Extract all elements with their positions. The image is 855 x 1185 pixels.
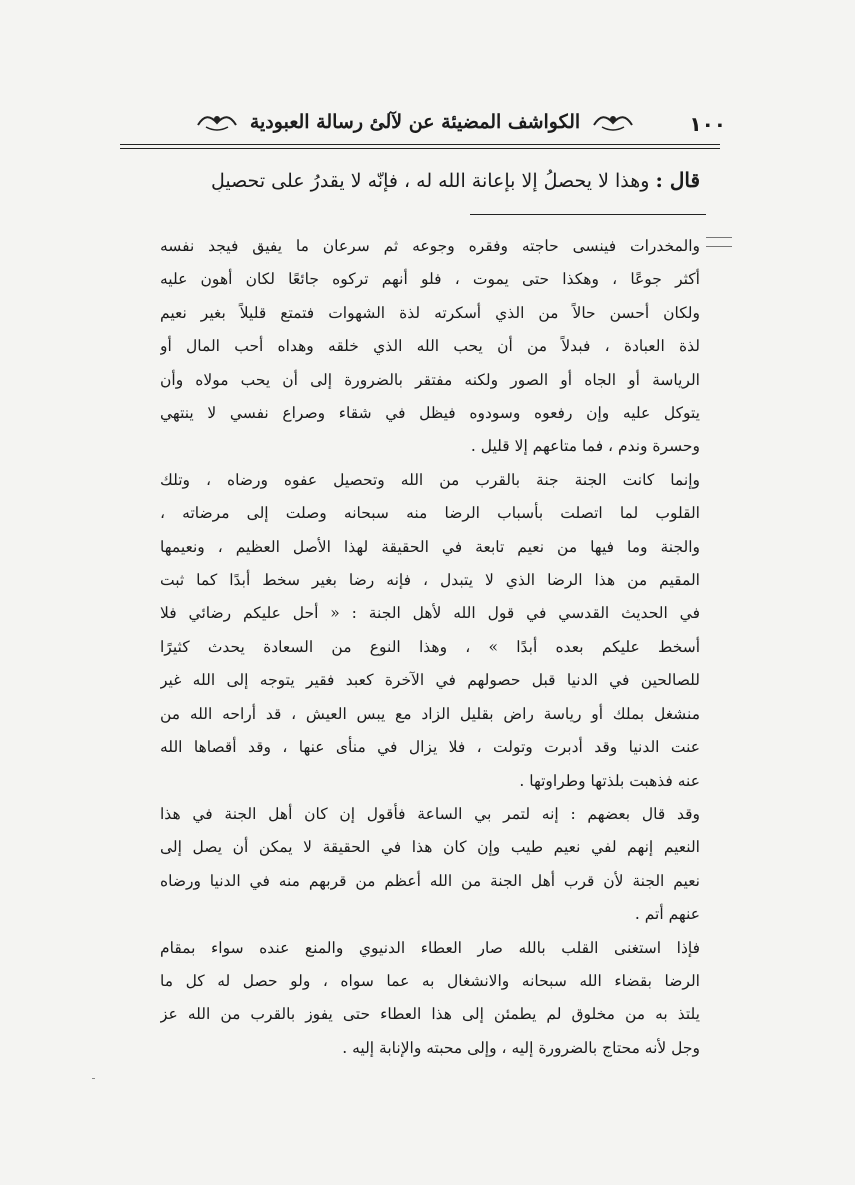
text-line: وحسرة وندم ، فما متاعهم إلا قليل . — [470, 437, 700, 456]
commentary-body — [160, 230, 700, 1065]
text-line: النعيم إنهم لفي نعيم طيب وإن كان هذا في الحقيقة لا يمكن أن يصل إلى — [160, 838, 700, 857]
header-rule — [120, 148, 720, 149]
text-line: فإذا استغنى القلب بالله صار العطاء الدنيوي والمنع عنده سواء بمقام — [160, 938, 700, 957]
text-line: وجل لأنه محتاج بالضرورة إليه ، وإلى محبته والإنابة إليه . — [342, 1038, 700, 1057]
text-line: للصالحين في الدنيا قبل حصولهم في الآخرة كعبد فقير يتوجه إلى الله غير — [160, 671, 700, 690]
running-title: الكواشف المضيئة عن لآلئ رسالة العبودية — [249, 111, 581, 133]
text-line: عنه فذهبت بلذتها وطراوتها . — [519, 771, 700, 790]
text-line: منشغل بملك أو رياسة راض بقليل الزاد مع يبس العيش ، قد أراحه الله من — [160, 704, 700, 723]
quote-text: وهذا لا يحصلُ إلا بإعانة الله له ، فإنّه لا يقدرُ على تحصيلِ — [210, 170, 650, 192]
text-line: الرياسة أو الجاه أو الصور ولكنه مفتقر بالضرورة إلى أن يحب مولاه وأن — [160, 370, 700, 389]
ornament-icon — [196, 111, 238, 133]
text-line: المقيم من هذا الرضا الذي لا يتبدل ، فإنه رضا بغير سخط أبدًا كما ثبت — [160, 571, 700, 590]
ornament-icon — [592, 111, 634, 133]
text-line: عنت الدنيا وقد أدبرت وتولت ، فلا يزال في منأى عنها ، وقد أقصاها الله — [160, 738, 700, 757]
paragraph — [160, 798, 700, 932]
margin-mark — [706, 237, 732, 247]
text-line: وقد قال بعضهم : إنه لتمر بي الساعة فأقول إن كان أهل الجنة في هذا — [160, 804, 700, 823]
paragraph — [160, 932, 700, 1066]
page-number: ١٠٠ — [689, 112, 726, 136]
text-line: عنهم أتم . — [634, 905, 700, 924]
text-line: القلوب لما اتصلت بأسباب الرضا منه سبحانه وصلت إلى مرضاته ، — [160, 504, 700, 523]
text-line: لذة العبادة ، فبدلاً من أن يحب الله الذي خلقه وهداه أحب المال أو — [160, 337, 700, 356]
scan-speck — [92, 1078, 95, 1079]
text-line: الرضا بقضاء الله سبحانه والانشغال به عما سواه ، ولو حصل له كل ما — [160, 971, 700, 990]
header-rule — [120, 144, 720, 145]
quote-label: قال : — [655, 168, 700, 192]
text-line: أسخط عليكم بعده أبدًا » ، وهذا النوع من السعادة يحدث كثيرًا — [160, 637, 700, 656]
text-line: ولكان أحسن حالاً من الذي أسكرته لذة الشهوات فتمتع قليلاً بغير نعيم — [160, 303, 700, 322]
text-line: أكثر جوعًا ، وهكذا حتى يموت ، فلو أنهم تركوه جائعًا لكان أهون عليه — [160, 270, 700, 289]
text-line: والجنة وما فيها من نعيم تابعة في الحقيقة لهذا الأصل العظيم ، ونعيمها — [160, 537, 700, 556]
separator-rule — [470, 214, 706, 215]
running-title-box — [180, 104, 650, 140]
quoted-text-line — [120, 168, 700, 192]
text-line: يلتذ به من مخلوق لم يطمئن إلى هذا العطاء حتى يفوز بالقرب من الله عز — [160, 1005, 700, 1024]
paragraph — [160, 464, 700, 798]
paragraph — [160, 230, 700, 464]
text-line: نعيم الجنة لأن قرب أهل الجنة من الله أعظم من قربهم منه في الدنيا ورضاه — [160, 871, 700, 890]
text-line: في الحديث القدسي في قول الله لأهل الجنة : « أحل عليكم رضائي فلا — [160, 604, 700, 623]
text-line: يتوكل عليه وإن رفعوه وسودوه فيظل في شقاء وصراع نفسي لا ينتهي — [160, 404, 700, 423]
page-header — [120, 98, 726, 150]
text-line: والمخدرات فينسى حاجته وفقره وجوعه ثم سرعان ما يفيق فيجد نفسه — [160, 237, 700, 255]
text-line: وإنما كانت الجنة جنة بالقرب من الله وتحصيل عفوه ورضاه ، وتلك — [160, 470, 700, 489]
